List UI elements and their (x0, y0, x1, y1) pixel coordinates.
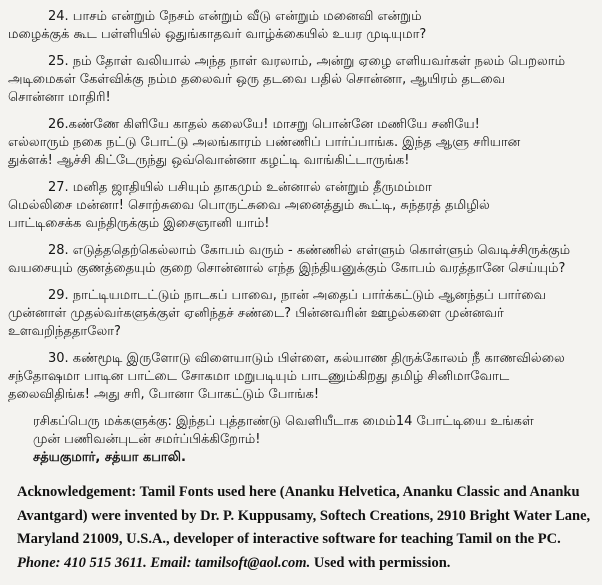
paragraph-line: சந்தோஷமா பாடின பாட்டை சோகமா மறுபடியும் பாடணும்கிறது தமிழ் சினிமாவோட (8, 369, 510, 384)
closing-block (33, 413, 596, 467)
tamil-paragraph (8, 8, 596, 44)
tamil-paragraph (8, 350, 596, 404)
paragraph-line: 30. கண்மூடி இருளோடு விளையாடும் பிள்ளை, கல்யாண திருக்கோலம் நீ காணவில்லை (48, 351, 565, 366)
paragraph-line: பாட்டிசைக்க வந்திருக்கும் இசைஞானி யாம்! (8, 216, 270, 231)
paragraph-line: 28. எடுத்ததெற்கெல்லாம் கோபம் வரும் - கண்ணில் எள்ளும் கொள்ளும் வெடிச்சிருக்கும் (48, 243, 571, 258)
tamil-paragraphs (8, 8, 596, 404)
paragraph-line: 25. நம் தோள் வலியால் அந்த நாள் வரலாம், அன்று ஏழை எளியவர்கள் நலம் பெறலாம் (48, 54, 566, 69)
paragraph-line: 29. நாட்டியமாடட்டும் நாடகப் பாவை, நான் அதைப் பார்க்கட்டும் ஆனந்தப் பார்வை (48, 288, 546, 303)
tamil-paragraph (8, 179, 596, 233)
tamil-paragraph (8, 116, 596, 170)
paragraph-line: 26.கண்ணே கிளியே காதல் கலையே! மாசறு பொன்னே மணியே சனியே! (48, 117, 480, 132)
paragraph-line: 27. மனித ஜாதியில் பசியும் தாகமும் உன்னால் என்றும் தீருமம்மா (48, 180, 432, 195)
tamil-paragraph (8, 287, 596, 341)
acknowledgement-permission: Used with permission. (310, 554, 451, 571)
tamil-paragraph (8, 53, 596, 107)
paragraph-line: தலைவிதிங்க! அது சரி, போனா போகட்டும் போங்க! (8, 387, 320, 402)
paragraph-line: எல்லாரும் நகை நட்டு போட்டு அலங்காரம் பண்ணிப் பார்ப்பாங்க. இந்த ஆளு சரியான (8, 135, 521, 150)
paragraph-line: துக்ளக்! ஆச்சி கிட்டேருந்து ஒவ்வொன்னா கழட்டி வாங்கிட்டாருங்க! (8, 153, 410, 168)
acknowledgement-contact: Phone: 410 515 3611. Email: tamilsoft@aol.com. (17, 554, 311, 571)
signature-line: சத்யகுமார், சத்யா கபாலி. (33, 450, 186, 465)
closing-line: ரசிகப்பெரு மக்களுக்கு: இந்தப் புத்தாண்டு வெளியீடாக மைம்14 போட்டியை உங்கள் (33, 414, 534, 429)
paragraph-line: சொன்னா மாதிரி! (8, 90, 111, 105)
paragraph-line: உளவறிந்ததாலோ? (8, 324, 121, 339)
tamil-paragraph (8, 242, 596, 278)
paragraph-line: 24. பாசம் என்றும் நேசம் என்றும் வீடு என்றும் மனைவி என்றும் (48, 9, 422, 24)
paragraph-line: அடிமைகள் கேள்விக்கு நம்ம தலைவர் ஒரு தடவை பதில் சொன்னா, ஆயிரம் தடவை (8, 72, 506, 87)
closing-line: முன் பணிவன்புடன் சமர்ப்பிக்கிறோம்! (33, 432, 261, 447)
paragraph-line: முன்னாள் முதல்வர்களுக்குள் ஏனிந்தச் சண்டை? பின்னவரின் ஊழல்களை முன்னவர் (8, 306, 504, 321)
acknowledgement-block (17, 481, 592, 575)
paragraph-line: வயசையும் குணத்தையும் குறை சொன்னால் எந்த இந்தியனுக்கும் கோபம் வரத்தானே செய்யும்? (8, 261, 566, 276)
acknowledgement-text: Acknowledgement: Tamil Fonts used here (Ananku Helvetica, Ananku Classic and Ananku Avantgard) were invented by Dr. P. Kuppusamy, Softech Creations, 2910 Bright Water Lane, Maryland 21009, U.S.A., developer of interactive software for teaching Tamil on the PC. (17, 484, 591, 547)
paragraph-line: மழைக்குக் கூட பள்ளியில் ஒதுங்காதவர் வாழ்க்கையில் உயர முடியுமா? (8, 27, 427, 42)
paragraph-line: மெல்லிசை மன்னா! சொற்சுவை பொருட்சுவை அனைத்தும் கூட்டி, சுந்தரத் தமிழில் (8, 198, 490, 213)
